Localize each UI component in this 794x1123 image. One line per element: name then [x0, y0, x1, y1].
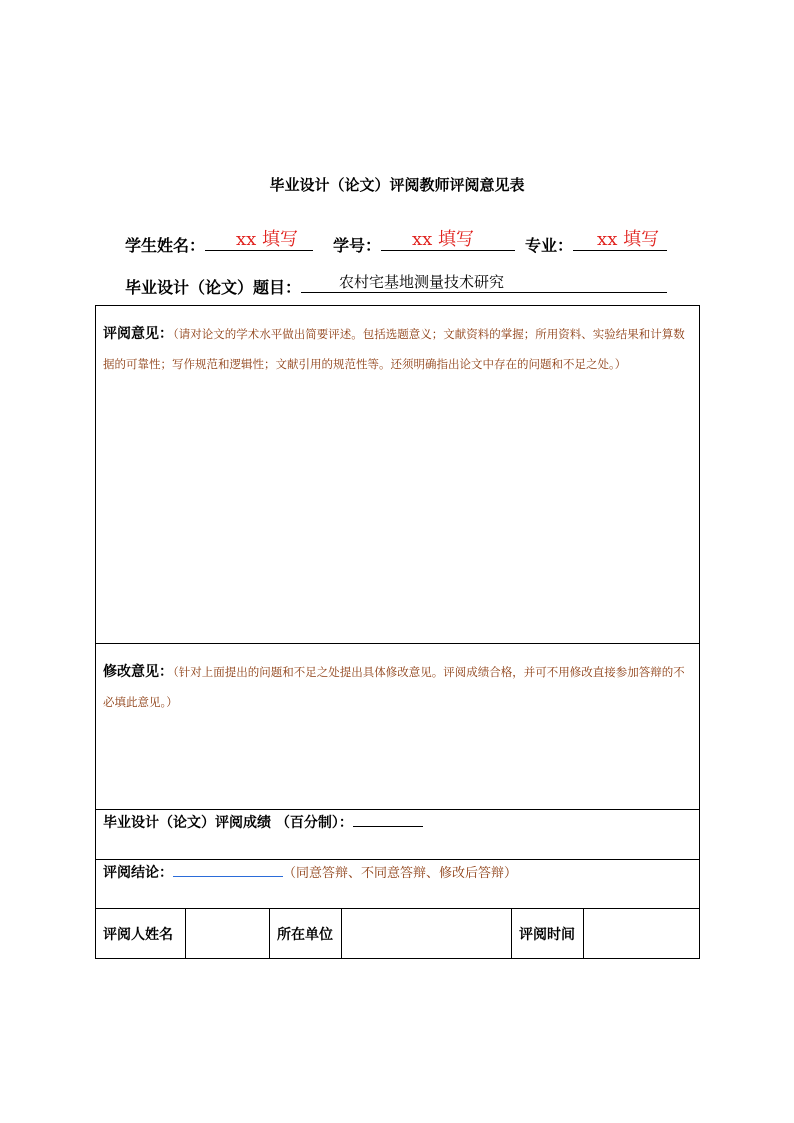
topic-value: 农村宅基地测量技术研究	[339, 273, 505, 291]
conclusion-input[interactable]	[173, 860, 283, 877]
conclusion-label: 评阅结论：	[103, 865, 173, 881]
student-id-field[interactable]	[381, 230, 515, 251]
grade-input[interactable]	[353, 810, 423, 827]
student-name-label: 学生姓名：	[125, 236, 206, 255]
major-field[interactable]	[573, 230, 667, 251]
review-opinion-label: 评阅意见：	[103, 326, 173, 342]
review-opinion-box[interactable]	[96, 306, 700, 644]
page-title: 毕业设计（论文）评阅教师评阅意见表	[269, 176, 525, 194]
grade-label: 毕业设计（论文）评阅成绩 （百分制）：	[103, 815, 353, 831]
topic-row	[125, 272, 667, 298]
time-input[interactable]	[584, 909, 700, 959]
topic-label: 毕业设计（论文）题目：	[125, 278, 302, 297]
conclusion-row	[96, 860, 700, 909]
major-label: 专业：	[525, 236, 574, 255]
review-opinion-hint: （请对论文的学术水平做出简要评述。包括选题意义；文献资料的掌握；所用资料、实验结果和计算数据的可靠性；写作规范和逻辑性；文献引用的规范性等。还须明确指出论文中存在的问题和不足之处。）	[103, 327, 685, 371]
student-info-row	[125, 230, 667, 256]
student-id-label: 学号：	[333, 236, 382, 255]
unit-label: 所在单位	[270, 909, 342, 959]
revision-opinion-hint: （针对上面提出的问题和不足之处提出具体修改意见。评阅成绩合格，并可不用修改直接参加答辩的不必填此意见。）	[103, 665, 685, 709]
time-label: 评阅时间	[512, 909, 584, 959]
student-name-field[interactable]	[205, 230, 313, 251]
revision-opinion-label: 修改意见：	[103, 664, 173, 680]
conclusion-options: （同意答辩、不同意答辩、修改后答辩）	[283, 866, 518, 881]
topic-field[interactable]	[301, 272, 667, 293]
major-value: xx 填写	[597, 229, 660, 250]
review-form-table	[95, 305, 700, 959]
revision-opinion-box[interactable]	[96, 644, 700, 810]
grade-row	[96, 810, 700, 860]
student-id-value: xx 填写	[412, 229, 475, 250]
student-name-value: xx 填写	[236, 229, 299, 250]
reviewer-name-label: 评阅人姓名	[96, 909, 186, 959]
unit-input[interactable]	[342, 909, 512, 959]
reviewer-name-input[interactable]	[186, 909, 270, 959]
